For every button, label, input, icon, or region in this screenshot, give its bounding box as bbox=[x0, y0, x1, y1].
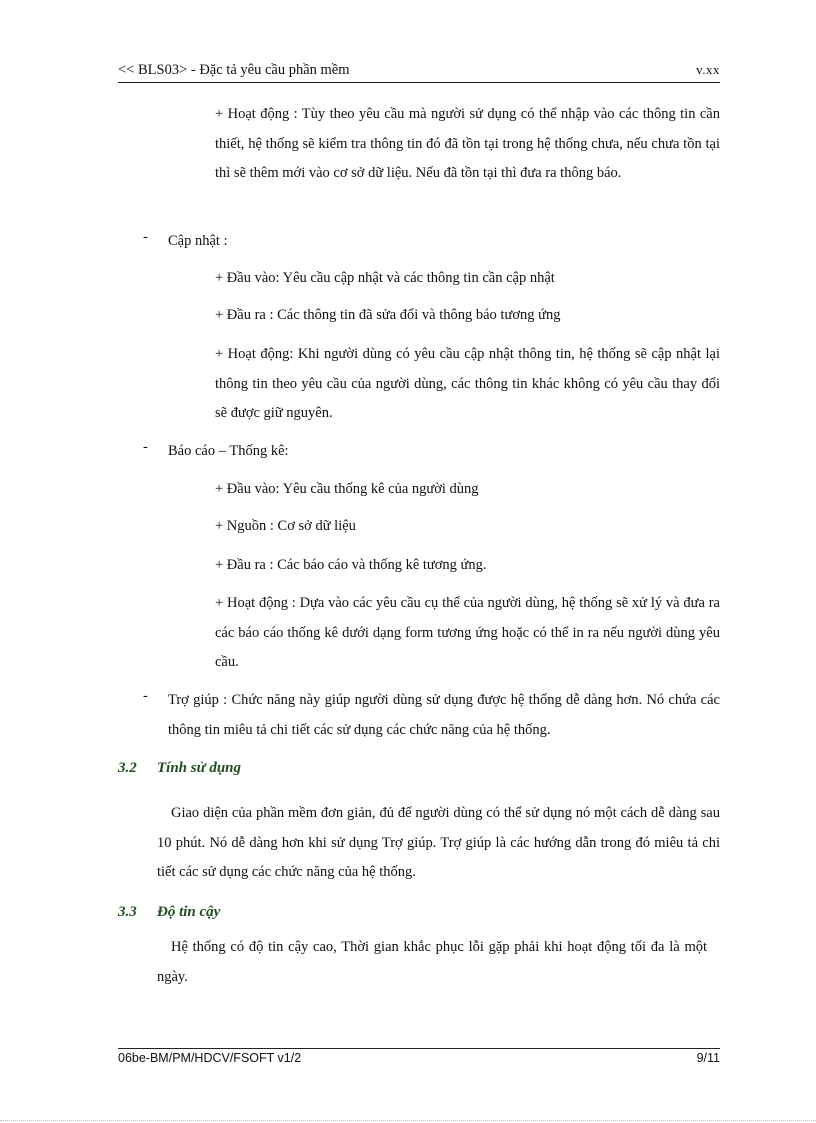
page-footer bbox=[118, 1051, 720, 1071]
bullet-dash: - bbox=[143, 688, 148, 704]
footer-doc-code: 06be-BM/PM/HDCV/FSOFT v1/2 bbox=[118, 1051, 302, 1065]
footer-page-number: 9/11 bbox=[696, 1051, 720, 1065]
bao-cao-nguon: + Nguồn : Cơ sở dữ liệu bbox=[215, 518, 356, 534]
header-version: v.xx bbox=[696, 62, 720, 77]
header-rule bbox=[118, 82, 720, 83]
hoat-dong-paragraph: + Hoạt động : Tùy theo yêu cầu mà người sử dụng có thể nhập vào các thông tin cần thiết, hệ thống sẽ kiểm tra thông tin đó đã tồn tại trong hệ thống chưa, nếu chưa tồn tại thì sẽ thêm mới vào cơ sở dữ liệu. Nếu đã tồn tại thì đưa ra thông báo. bbox=[215, 106, 720, 181]
section-3-3-body: Hệ thống có độ tin cậy cao, Thời gian khắc phục lỗi gặp phải khi hoạt động tối đa là một ngày. bbox=[157, 939, 707, 985]
cap-nhat-hoat-dong: + Hoạt động: Khi người dùng có yêu cầu cập nhật thông tin, hệ thống sẽ cập nhật lại thông tin theo yêu cầu của người dùng, các thông tin khác không có yêu cầu thay đổi sẽ được giữ nguyên. bbox=[215, 346, 720, 421]
bao-cao-dau-vao: + Đầu vào: Yêu cầu thống kê của người dùng bbox=[215, 481, 479, 497]
bullet-dash: - bbox=[143, 439, 148, 455]
bullet-label: Trợ giúp : Chức năng này giúp người dùng sử dụng được hệ thống dễ dàng hơn. Nó chứa các thông tin miêu tả chi tiết các sử dụng các chức năng của hệ thống. bbox=[168, 692, 720, 738]
section-number: 3.2 bbox=[118, 760, 137, 776]
footer-rule bbox=[118, 1048, 720, 1049]
bao-cao-hoat-dong: + Hoạt động : Dựa vào các yêu cầu cụ thể của người dùng, hệ thống sẽ xử lý và đưa ra các báo cáo thống kê dưới dạng form tương ứng hoặc có thể in ra nếu người dùng yêu cầu. bbox=[215, 595, 720, 670]
cap-nhat-dau-vao: + Đầu vào: Yêu cầu cập nhật và các thông tin cần cập nhật bbox=[215, 270, 555, 286]
section-title: Tính sử dụng bbox=[157, 760, 242, 776]
bullet-dash: - bbox=[143, 229, 148, 245]
section-title: Độ tin cậy bbox=[157, 904, 221, 920]
bao-cao-dau-ra: + Đầu ra : Các báo cáo và thống kê tương ứng. bbox=[215, 557, 487, 573]
page-edge bbox=[0, 1120, 816, 1121]
page-header bbox=[118, 62, 720, 82]
section-3-2-body: Giao diện của phần mềm đơn giản, đủ để người dùng có thể sử dụng nó một cách dễ dàng sau 10 phút. Nó dễ dàng hơn khi sử dụng Trợ giúp. Trợ giúp là các hướng dẫn trong đó miêu tả chi tiết các sử dụng các chức năng của hệ thống. bbox=[157, 805, 720, 880]
section-number: 3.3 bbox=[118, 904, 137, 920]
cap-nhat-dau-ra: + Đầu ra : Các thông tin đã sửa đổi và thông báo tương ứng bbox=[215, 307, 561, 323]
bullet-label: Cập nhật : bbox=[168, 233, 228, 249]
bullet-label: Báo cáo – Thống kê: bbox=[168, 443, 289, 459]
header-title: << BLS03> - Đặc tả yêu cầu phần mềm bbox=[118, 62, 350, 78]
